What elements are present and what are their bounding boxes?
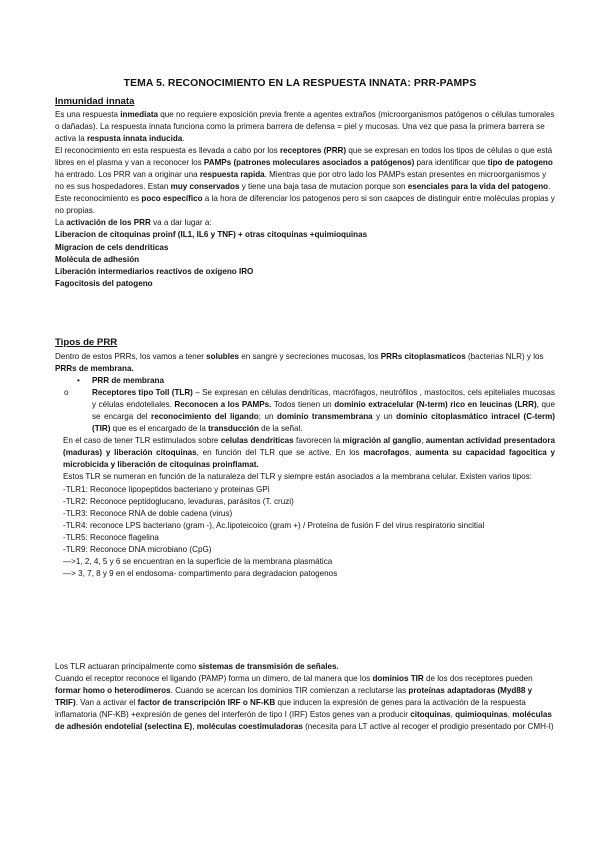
bold-text: moléculas de adhesión endotelial (selectina E) [55, 710, 552, 732]
tlr-line: -TLR2: Reconoce peptidoglucano, levaduras, parásitos (T. cruzi) [63, 496, 294, 506]
paragraph [55, 217, 555, 229]
bullet-icon: • [77, 376, 80, 386]
bold-text: macrofagos [363, 448, 410, 458]
text-run: Dentro de estos PRRs, los vamos a tener [55, 352, 207, 361]
text-run: Los TLR actuaran principalmente como [55, 662, 199, 671]
bold-text: factor de transcripción IRF o NF-KB [137, 698, 276, 708]
text-run: , [192, 722, 197, 732]
text-run: que inducen la expresión de genes para la activación de la respuesta inflamatoria (NF-KB) +expresión de genes del interferón de tipo I (IRF) Estos genes van a producir [55, 698, 526, 720]
text-run: para identificar que [414, 158, 488, 168]
paragraph [55, 435, 555, 471]
section-tlr-signaling-body [55, 661, 555, 733]
text-run: que no requiere exposición previa frente a agentes extraños (microorganismos patógenos o células tumorales o dañadas). La respuesta innata funciona como la primera barrera de defensa = piel y mucosas. Una vez que pasa la primera barrera se activa la [55, 110, 555, 144]
bold-text: citoquinas [410, 710, 451, 720]
paragraph [55, 109, 555, 145]
bullet-item: • PRR de membrana [55, 375, 555, 387]
bold-text: activación de los PRR [66, 218, 151, 228]
bold-text: muy conservados [170, 182, 240, 192]
section-tipos-body [55, 351, 555, 580]
list-item: Fagocitosis del patogeno [55, 278, 153, 288]
bold-text: Receptores tipo Toll (TLR) [92, 388, 193, 398]
bold-text: reconocimiento del ligando [151, 412, 259, 422]
text-run: (necesita para LT active al recoger el prodigio presentado por CMH-I) [302, 722, 554, 732]
bold-text: tipo de patogeno [487, 158, 553, 168]
bold-text: transducción [208, 424, 259, 434]
bold-text: aumentan actividad presentadora (maduras) y liberación citoquinas [63, 436, 555, 458]
tlr-line: -TLR4: reconoce LPS bacteriano (gram -), Ac.lipoteicoico (gram +) / Proteína de fusión F del virus respiratorio sincitial [63, 520, 485, 530]
text-run: y tiene una baja tasa de mutacion porque son [239, 182, 408, 192]
text-run: de la señal. [258, 424, 303, 434]
text-run: El reconocimiento en esta respuesta es llevada a cabo por los [55, 146, 280, 156]
bold-text: Reconocen a los PAMPs. [174, 400, 272, 410]
sub-list-item [55, 387, 555, 435]
text-run: . Este reconocimiento es [55, 182, 551, 204]
section-inmunidad-body [55, 109, 555, 290]
text-run: Todos tienen un [271, 400, 335, 410]
bold-text: inmediata [120, 110, 159, 119]
circle-bullet-icon: o [64, 388, 69, 398]
paragraph [55, 351, 555, 375]
text-run: (bacterias NLR) y los [465, 352, 544, 361]
text-run: de los dos receptores pueden [423, 674, 533, 684]
bold-text: PRRs de membrana. [55, 364, 134, 374]
text-run: Es una respuesta [55, 110, 121, 119]
bold-text: respuesta rapida [199, 170, 265, 180]
tlr-line: —> 3, 7, 8 y 9 en el endosoma- compartimento para degradacion patogenos [63, 568, 338, 578]
bold-text: sistemas de transmisión de señales. [198, 662, 339, 671]
list-item: Liberación intermediarios reactivos de oxígeno IRO [55, 266, 254, 276]
bold-text: migración al ganglio [342, 436, 422, 446]
bold-text: proteínas adaptadoras (Myd88 y TRIF) [55, 686, 533, 708]
bold-text: celulas dendriticas [220, 436, 294, 446]
tlr-line: -TLR1: Reconoce lipopeptidos bacteriano y proteinas GPi [63, 484, 270, 494]
text-run: La [55, 218, 67, 228]
bold-text: moléculas coestimuladoras [196, 722, 303, 732]
text-run: , en función del TLR que se active. En los [196, 448, 364, 458]
bold-text: esenciales para la vida del patogeno [407, 182, 549, 192]
bold-text: receptores (PRR) [279, 146, 347, 156]
text-run: , [450, 710, 456, 720]
tlr-description [92, 388, 555, 433]
list-item: Liberacion de citoquinas proinf (IL1, IL6 y TNF) + otras citoquinas +quimioquinas [55, 230, 368, 240]
text-run: que es el encargado de la [110, 424, 209, 434]
text-run: en sangre y secreciones mucosas, los [239, 352, 381, 361]
tlr-line: -TLR3: Reconoce RNA de doble cadena (virus) [63, 508, 233, 518]
bold-text: dominios TIR [372, 674, 424, 684]
text-run: , [409, 448, 416, 458]
bold-text: aumenta su capacidad fagocitica y microbicida y liberación de citoquinas proinflamat. [63, 448, 555, 470]
tlr-line: —>1, 2, 4, 5 y 6 se encuentran en la superficie de la membrana plasmática [63, 556, 333, 566]
paragraph: Estos TLR se numeran en función de la naturaleza del TLR y siempre están asociados a la membrana celular. Existen varios tipos: [63, 472, 532, 482]
bold-text: poco específico [141, 194, 203, 204]
paragraph [55, 145, 555, 217]
bold-text: PAMPs (patrones moleculares asociados a patógenos) [203, 158, 415, 168]
text-run: ha entrado. Los PRR van a originar una [55, 170, 200, 180]
bold-text: quimioquinas [455, 710, 508, 720]
list-item: Molécula de adhesión [55, 254, 140, 264]
list-item: Migracion de cels dendriticas [55, 242, 169, 252]
text-run: va a dar lugar a: [150, 218, 212, 228]
text-run: En el caso de tener TLR estimulados sobre [63, 436, 221, 446]
bold-text: respusta innata inducida [86, 134, 183, 144]
bold-text: dominio extracelular (N-term) rico en leucinas (LRR) [334, 400, 537, 410]
text-run: . [182, 134, 185, 144]
bold-text: formar homo o heterodímeros [55, 686, 171, 696]
text-run: . Van a activar el [75, 698, 138, 708]
tlr-line: -TLR9: Reconoce DNA microbiano (CpG) [63, 544, 212, 554]
section-heading-tipos: Tipos de PRR [55, 337, 118, 348]
paragraph [55, 673, 555, 733]
text-run: . Mientras que por otro lado los PAMPs estan presentes en microorganismos y no es sus hospedadores. Estan [55, 170, 547, 192]
bold-text: PRRs citoplasmaticos [380, 352, 466, 361]
text-run: que se expresan en todos los tipos de células o que está libres en el plasma y van a reconocer los [55, 146, 553, 168]
text-run: y un [372, 412, 397, 422]
tlr-line: -TLR5: Reconoce flagelina [63, 532, 159, 542]
text-run: , [507, 710, 513, 720]
text-run: , [421, 436, 426, 446]
text-run: , que se encarga del [92, 400, 555, 422]
text-run: – Se expresan en células dendríticas, macrófagos, neutrófilos , mastocitos, cels epiteliales mucosas y células endoteliales. [92, 388, 555, 410]
text-run: a la hora de diferenciar los patogenos pero si son caapces de distinguir entre moléculas propias y no propias. [55, 194, 555, 216]
bold-text: solubles [206, 352, 239, 361]
bold-text: dominio transmembrana [276, 412, 373, 422]
text-run: ; un [258, 412, 277, 422]
page-title: TEMA 5. RECONOCIMIENTO EN LA RESPUESTA INNATA: PRR-PAMPS [123, 78, 477, 89]
text-run: . Cuando se acercan los dominios TIR comienzan a reclutarse las [170, 686, 409, 696]
text-run: Cuando el receptor reconoce el ligando (PAMP) forma un dímero, de tal manera que los [55, 674, 373, 684]
section-heading-inmunidad: Inmunidad innata [55, 96, 135, 107]
bold-text: dominio citoplasmático intracel (C-term) (TIR) [92, 412, 556, 434]
paragraph [55, 661, 555, 673]
text-run: favorecen la [293, 436, 343, 446]
